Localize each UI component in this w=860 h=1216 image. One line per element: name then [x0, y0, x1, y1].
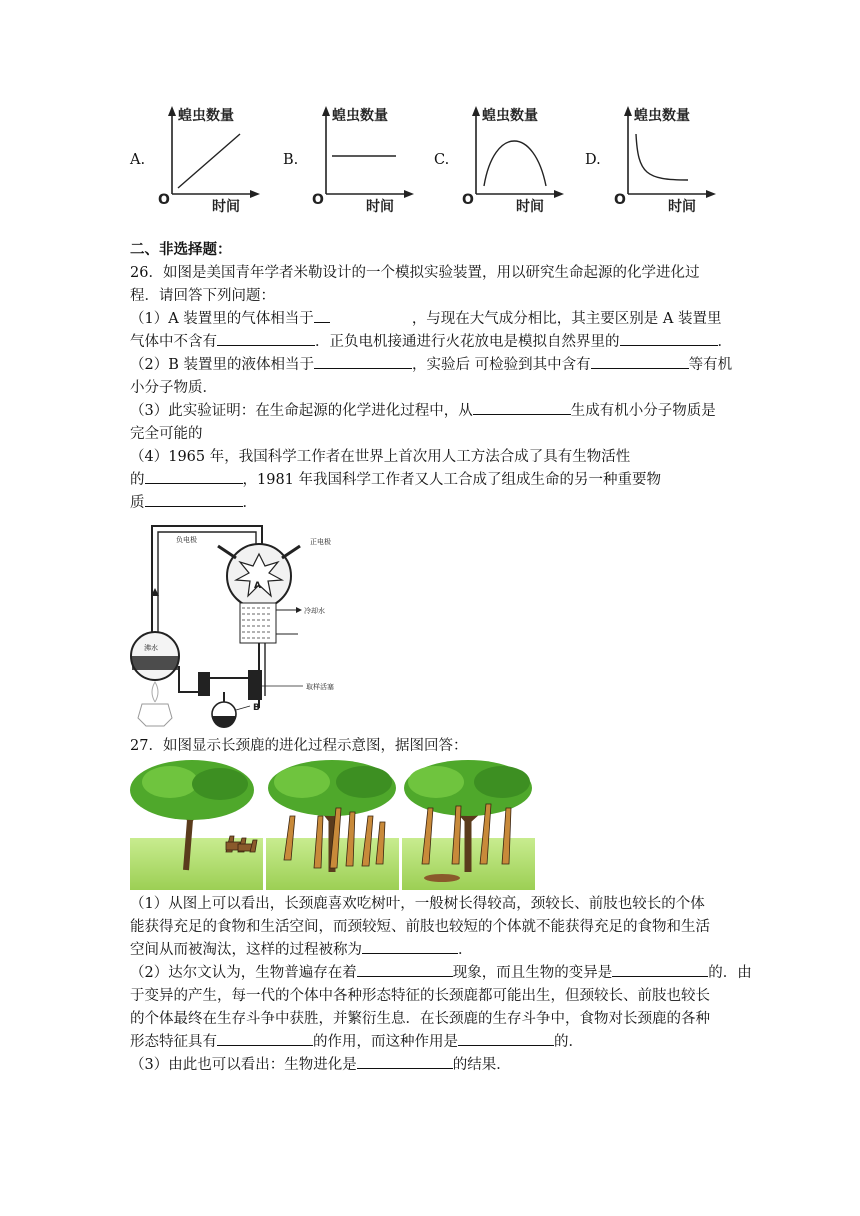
q27-p2-text: 的．由 [708, 965, 752, 981]
q27-p2-text: 的． [554, 1034, 583, 1050]
q26-p1-text: ． [717, 334, 732, 350]
origin-label: O [312, 192, 324, 208]
q27-part2-line2: 于变异的产生，每一代的个体中各种形态特征的长颈鹿都可能出生，但颈较长、前肢也较长 [130, 988, 710, 1004]
answer-blank[interactable] [314, 308, 330, 323]
q26-line-2: 程．请回答下列问题： [130, 288, 275, 304]
x-axis-label: 时间 [516, 199, 544, 215]
q26-p4-text: 质 [130, 495, 145, 511]
q27-part1-line1: （1）从图上可以看出，长颈鹿喜欢吃树叶，一般树长得较高，颈较长、前肢也较长的个体 [130, 896, 705, 912]
q27-p2-text: 形态特征具有 [130, 1034, 217, 1050]
q26-p2-text: 等有机 [688, 357, 733, 373]
q26-p1-text: （1）A 装置里的气体相当于 [130, 311, 314, 327]
answer-blank[interactable] [314, 354, 412, 369]
graph-option-b [304, 104, 419, 216]
graph-option-a [150, 104, 265, 216]
burner-icon [138, 704, 172, 726]
svg-text:B: B [253, 703, 260, 713]
answer-blank[interactable] [362, 939, 458, 954]
giraffe-evolution-figure [130, 760, 535, 890]
option-d-label: D. [585, 152, 601, 168]
q27-title: 27．如图显示长颈鹿的进化过程示意图，据图回答： [130, 738, 468, 754]
option-a-label: A. [130, 152, 146, 168]
y-axis-label: 蝗虫数量 [482, 108, 538, 124]
svg-text:A: A [254, 581, 261, 591]
q26-p2-text: ，实验后 可检验到其中含有 [412, 357, 591, 373]
option-c-label: C. [434, 152, 450, 168]
q27-p3-text: （3）由此也可以看出：生物进化是 [130, 1057, 357, 1073]
graph-option-d [606, 104, 721, 216]
answer-blank[interactable] [591, 354, 689, 369]
q27-p1-text: ． [458, 942, 473, 958]
y-axis-label: 蝗虫数量 [178, 108, 234, 124]
svg-text:沸水: 沸水 [144, 644, 158, 652]
giraffe-panel-1 [130, 760, 263, 890]
q27-p2-text: 的作用，而这种作用是 [313, 1034, 458, 1050]
q27-p3-text: 的结果． [452, 1057, 511, 1073]
trend-line [178, 134, 240, 188]
answer-blank[interactable] [357, 962, 453, 977]
q26-p1-text: ，与现在大气成分相比，其主要区别是 A 装置里 [411, 311, 722, 327]
positive-electrode-label: 正电极 [310, 538, 331, 546]
q27-part2-line4 [130, 1031, 583, 1053]
cooling-water-label: 冷却水 [304, 607, 325, 615]
y-axis-label: 蝗虫数量 [634, 108, 690, 124]
trend-line [636, 134, 688, 180]
q26-part4-line2 [130, 469, 661, 491]
q26-part4-line3 [130, 492, 257, 514]
x-axis-label: 时间 [366, 199, 394, 215]
trend-line [484, 141, 546, 186]
q26-line-1: 26．如图是美国青年学者米勒设计的一个模拟实验装置，用以研究生命起源的化学进化过 [130, 265, 700, 281]
q26-part1-line1 [130, 308, 722, 330]
q26-p1-text: 气体中不含有 [130, 334, 217, 350]
q27-p2-text: 现象，而且生物的变异是 [452, 965, 613, 981]
answer-blank[interactable] [612, 962, 708, 977]
q27-part3-line1 [130, 1054, 511, 1076]
answer-blank[interactable] [217, 331, 315, 346]
option-b-label: B. [283, 152, 299, 168]
origin-label: O [158, 192, 170, 208]
x-axis-label: 时间 [668, 199, 696, 215]
q26-p1-text: ．正负电机接通进行火花放电是模拟自然界里的 [315, 334, 620, 350]
answer-blank[interactable] [357, 1054, 453, 1069]
q26-part3-line2: 完全可能的 [130, 426, 203, 442]
y-axis-label: 蝗虫数量 [332, 108, 388, 124]
origin-label: O [462, 192, 474, 208]
giraffe-panel-2 [266, 760, 399, 890]
origin-label: O [614, 192, 626, 208]
miller-apparatus-figure [128, 518, 343, 728]
answer-blank[interactable] [145, 492, 243, 507]
answer-blank[interactable] [145, 469, 243, 484]
giraffe-panel-3 [402, 760, 535, 890]
negative-electrode-label: 负电极 [176, 536, 197, 544]
q27-part2-line1 [130, 962, 752, 984]
section-title: 二、非选择题： [130, 242, 232, 258]
q26-part4-line1: （4）1965 年，我国科学工作者在世界上首次用人工方法合成了具有生物活性 [130, 449, 631, 465]
q27-part2-line3: 的个体最终在生存斗争中获胜，并繁衍生息．在长颈鹿的生存斗争中，食物对长颈鹿的各种 [130, 1011, 710, 1027]
q26-p3-text: （3）此实验证明：在生命起源的化学进化过程中，从 [130, 403, 473, 419]
q27-part1-line2: 能获得充足的食物和生活空间，而颈较短、前肢也较短的个体就不能获得充足的食物和生活 [130, 919, 710, 935]
q26-part1-line2 [130, 331, 732, 353]
q26-p4-text: ，1981 年我国科学工作者又人工合成了组成生命的另一种重要物 [242, 472, 662, 488]
q26-part2-line2: 小分子物质． [130, 380, 217, 396]
q26-p4-text: ． [242, 495, 257, 511]
answer-blank[interactable] [473, 400, 571, 415]
answer-blank[interactable] [458, 1031, 554, 1046]
answer-blank[interactable] [620, 331, 718, 346]
q26-p3-text: 生成有机小分子物质是 [570, 403, 716, 419]
x-axis-label: 时间 [212, 199, 240, 215]
q27-p1-text: 空间从而被淘汰，这样的过程被称为 [130, 942, 362, 958]
q26-p2-text: （2）B 装置里的液体相当于 [130, 357, 314, 373]
q26-part3-line1 [130, 400, 716, 422]
q27-part1-line3 [130, 939, 473, 961]
q26-p4-text: 的 [130, 472, 145, 488]
answer-blank[interactable] [217, 1031, 313, 1046]
sampling-valve-label: 取样活塞 [306, 683, 334, 691]
q27-p2-text: （2）达尔文认为，生物普遍存在着 [130, 965, 357, 981]
q26-part2-line1 [130, 354, 732, 376]
graph-option-c [454, 104, 569, 216]
